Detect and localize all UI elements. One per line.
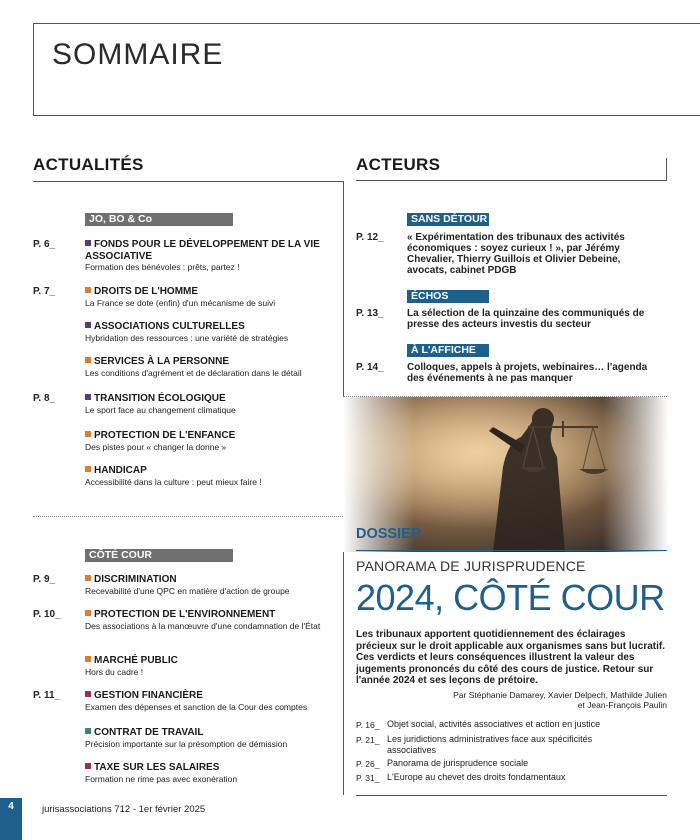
page-number: P. 11_ [33,690,61,701]
list-item[interactable] [85,321,335,344]
tag-sans-detour: SANS DÉTOUR [407,213,489,226]
bullet-square [85,728,91,734]
page-number: P. 10_ [33,609,61,620]
item-heading: GESTION FINANCIÈRE [94,690,203,701]
list-item[interactable] [85,727,335,750]
bullet-square [85,656,91,662]
dossier-entry[interactable]: Les juridictions administratives face aux spécificités associatives [387,734,593,755]
item-heading: HANDICAP [94,465,147,476]
page-number: P. 12_ [356,232,384,243]
dotted-divider [33,516,343,517]
item-subtitle: Accessibilité dans la culture : peut mieux faire ! [85,476,262,487]
bullet-square [85,763,91,769]
item-subtitle: Hors du cadre ! [85,666,144,677]
dossier-authors [367,690,667,710]
item-heading: CONTRAT DE TRAVAIL [94,727,204,738]
footer-text: jurisassociations 712 - 1er février 2025 [42,804,206,815]
list-item[interactable] [85,762,335,785]
list-item[interactable] [85,609,325,632]
acteurs-item[interactable]: « Expérimentation des tribunaux des activités économiques : soyez curieux ! », par Jérémy Chevalier, Thierry Guillois et Olivier Debeine, avocats, cabinet PDGB [407,232,625,276]
bullet-square [85,322,91,328]
bullet-square [85,357,91,363]
list-item[interactable] [85,465,335,488]
item-heading: DROITS DE L'HOMME [94,286,199,297]
page-number: P. 21_ [356,735,380,745]
bullet-square [85,610,91,616]
item-subtitle: Les conditions d'agrément et de déclaration dans le détail [85,367,302,378]
item-subtitle: Des associations à la manœuvre d'une condamnation de l'État [85,620,321,631]
list-item[interactable] [85,239,335,274]
list-item[interactable] [85,286,335,309]
page-number: P. 8_ [33,393,56,404]
page-number: P. 26_ [356,759,380,769]
tag-cote-cour: CÔTÉ COUR [85,549,233,562]
bullet-square [85,575,91,581]
tag-a-l-affiche: À L'AFFICHE [407,344,489,357]
list-item[interactable] [85,655,335,678]
item-heading: PROTECTION DE L'ENFANCE [94,430,236,441]
bullet-square [85,466,91,472]
page-number: P. 16_ [356,720,380,730]
item-subtitle: Formation ne rime pas avec exonération [85,773,238,784]
bullet-square [85,691,91,697]
acteurs-item[interactable]: La sélection de la quinzaine des communiqués de presse des acteurs investis du secteur [407,308,645,330]
list-item[interactable] [85,574,335,597]
acteurs-rule [356,180,667,181]
bullet-square [85,240,91,246]
item-heading: PROTECTION DE L'ENVIRONNEMENT [94,609,276,620]
list-item[interactable] [85,430,335,453]
item-heading: SERVICES À LA PERSONNE [94,356,230,367]
actualites-title: ACTUALITÉS [33,155,144,174]
dossier-kicker: PANORAMA DE JURISPRUDENCE [356,558,586,574]
bullet-square [85,287,91,293]
authors-line: et Jean-François Paulin [577,700,667,710]
dossier-rule [356,550,667,551]
item-subtitle: Hybridation des ressources : une variété de stratégies [85,332,289,343]
bullet-square [85,431,91,437]
list-item[interactable] [85,690,335,713]
page-number: P. 9_ [33,574,56,585]
list-item[interactable] [85,356,335,379]
item-subtitle: Des pistes pour « changer la donne » [85,441,227,452]
item-heading: ASSOCIATIONS CULTURELLES [94,321,245,332]
folio-number: 4 [0,798,22,840]
dossier-entry[interactable]: L'Europe au chevet des droits fondamentaux [387,772,566,782]
page-number: P. 13_ [356,308,384,319]
page-number: P. 6_ [33,239,56,250]
bullet-square [85,394,91,400]
tag-jo-bo: JO, BO & Co [85,213,233,226]
item-subtitle: Recevabilité d'une QPC en matière d'action de groupe [85,585,290,596]
item-heading: MARCHÉ PUBLIC [94,655,178,666]
authors-line: Par Stéphanie Damarey, Xavier Delpech, Mathilde Julien [453,690,667,700]
tag-echos: ÉCHOS [407,290,489,303]
item-subtitle: Formation des bénévoles : prêts, partez ! [85,262,240,272]
item-subtitle: Le sport face au changement climatique [85,404,236,415]
page-number: P. 7_ [33,286,56,297]
item-subtitle: Examen des dépenses et sanction de la Cour des comptes [85,701,308,712]
page-title: SOMMAIRE [52,38,224,71]
dossier-headline[interactable]: 2024, CÔTÉ COUR [356,577,665,618]
page-number: P. 31_ [356,773,380,783]
item-heading: TRANSITION ÉCOLOGIQUE [94,393,226,404]
dossier-entry[interactable]: Objet social, activités associatives et action en justice [387,719,601,729]
item-heading: TAXE SUR LES SALAIRES [94,762,220,773]
list-item[interactable] [85,393,335,416]
acteurs-item[interactable]: Colloques, appels à projets, webinaires… l'agenda des événements à ne pas manquer [407,362,648,384]
item-subtitle: Précision importante sur la présomption de démission [85,738,288,749]
acteurs-title: ACTEURS [356,155,441,174]
dossier-label: DOSSIER [356,526,422,542]
footer-issue [42,804,205,815]
dossier-bottom-rule [356,795,667,796]
dossier-intro: Les tribunaux apportent quotidiennement des éclairages précieux sur le droit applicable aux organismes sans but lucratif. Ces verdicts et leurs conséquences illustrent la valeur des jugements prononcés du côté des cours de justice. Retour sur l'année 2024 et ses leçons de prétoire. [356,629,665,686]
actualites-rule [33,181,343,182]
page-number: P. 14_ [356,362,384,373]
dossier-entry[interactable]: Panorama de jurisprudence sociale [387,758,529,768]
acteurs-corner [666,158,667,181]
item-subtitle: La France se dote (enfin) d'un mécanisme de suivi [85,297,276,308]
item-heading: DISCRIMINATION [94,574,177,585]
item-heading: FONDS POUR LE DÉVELOPPEMENT DE LA VIE ASSOCIATIVE [85,239,320,262]
